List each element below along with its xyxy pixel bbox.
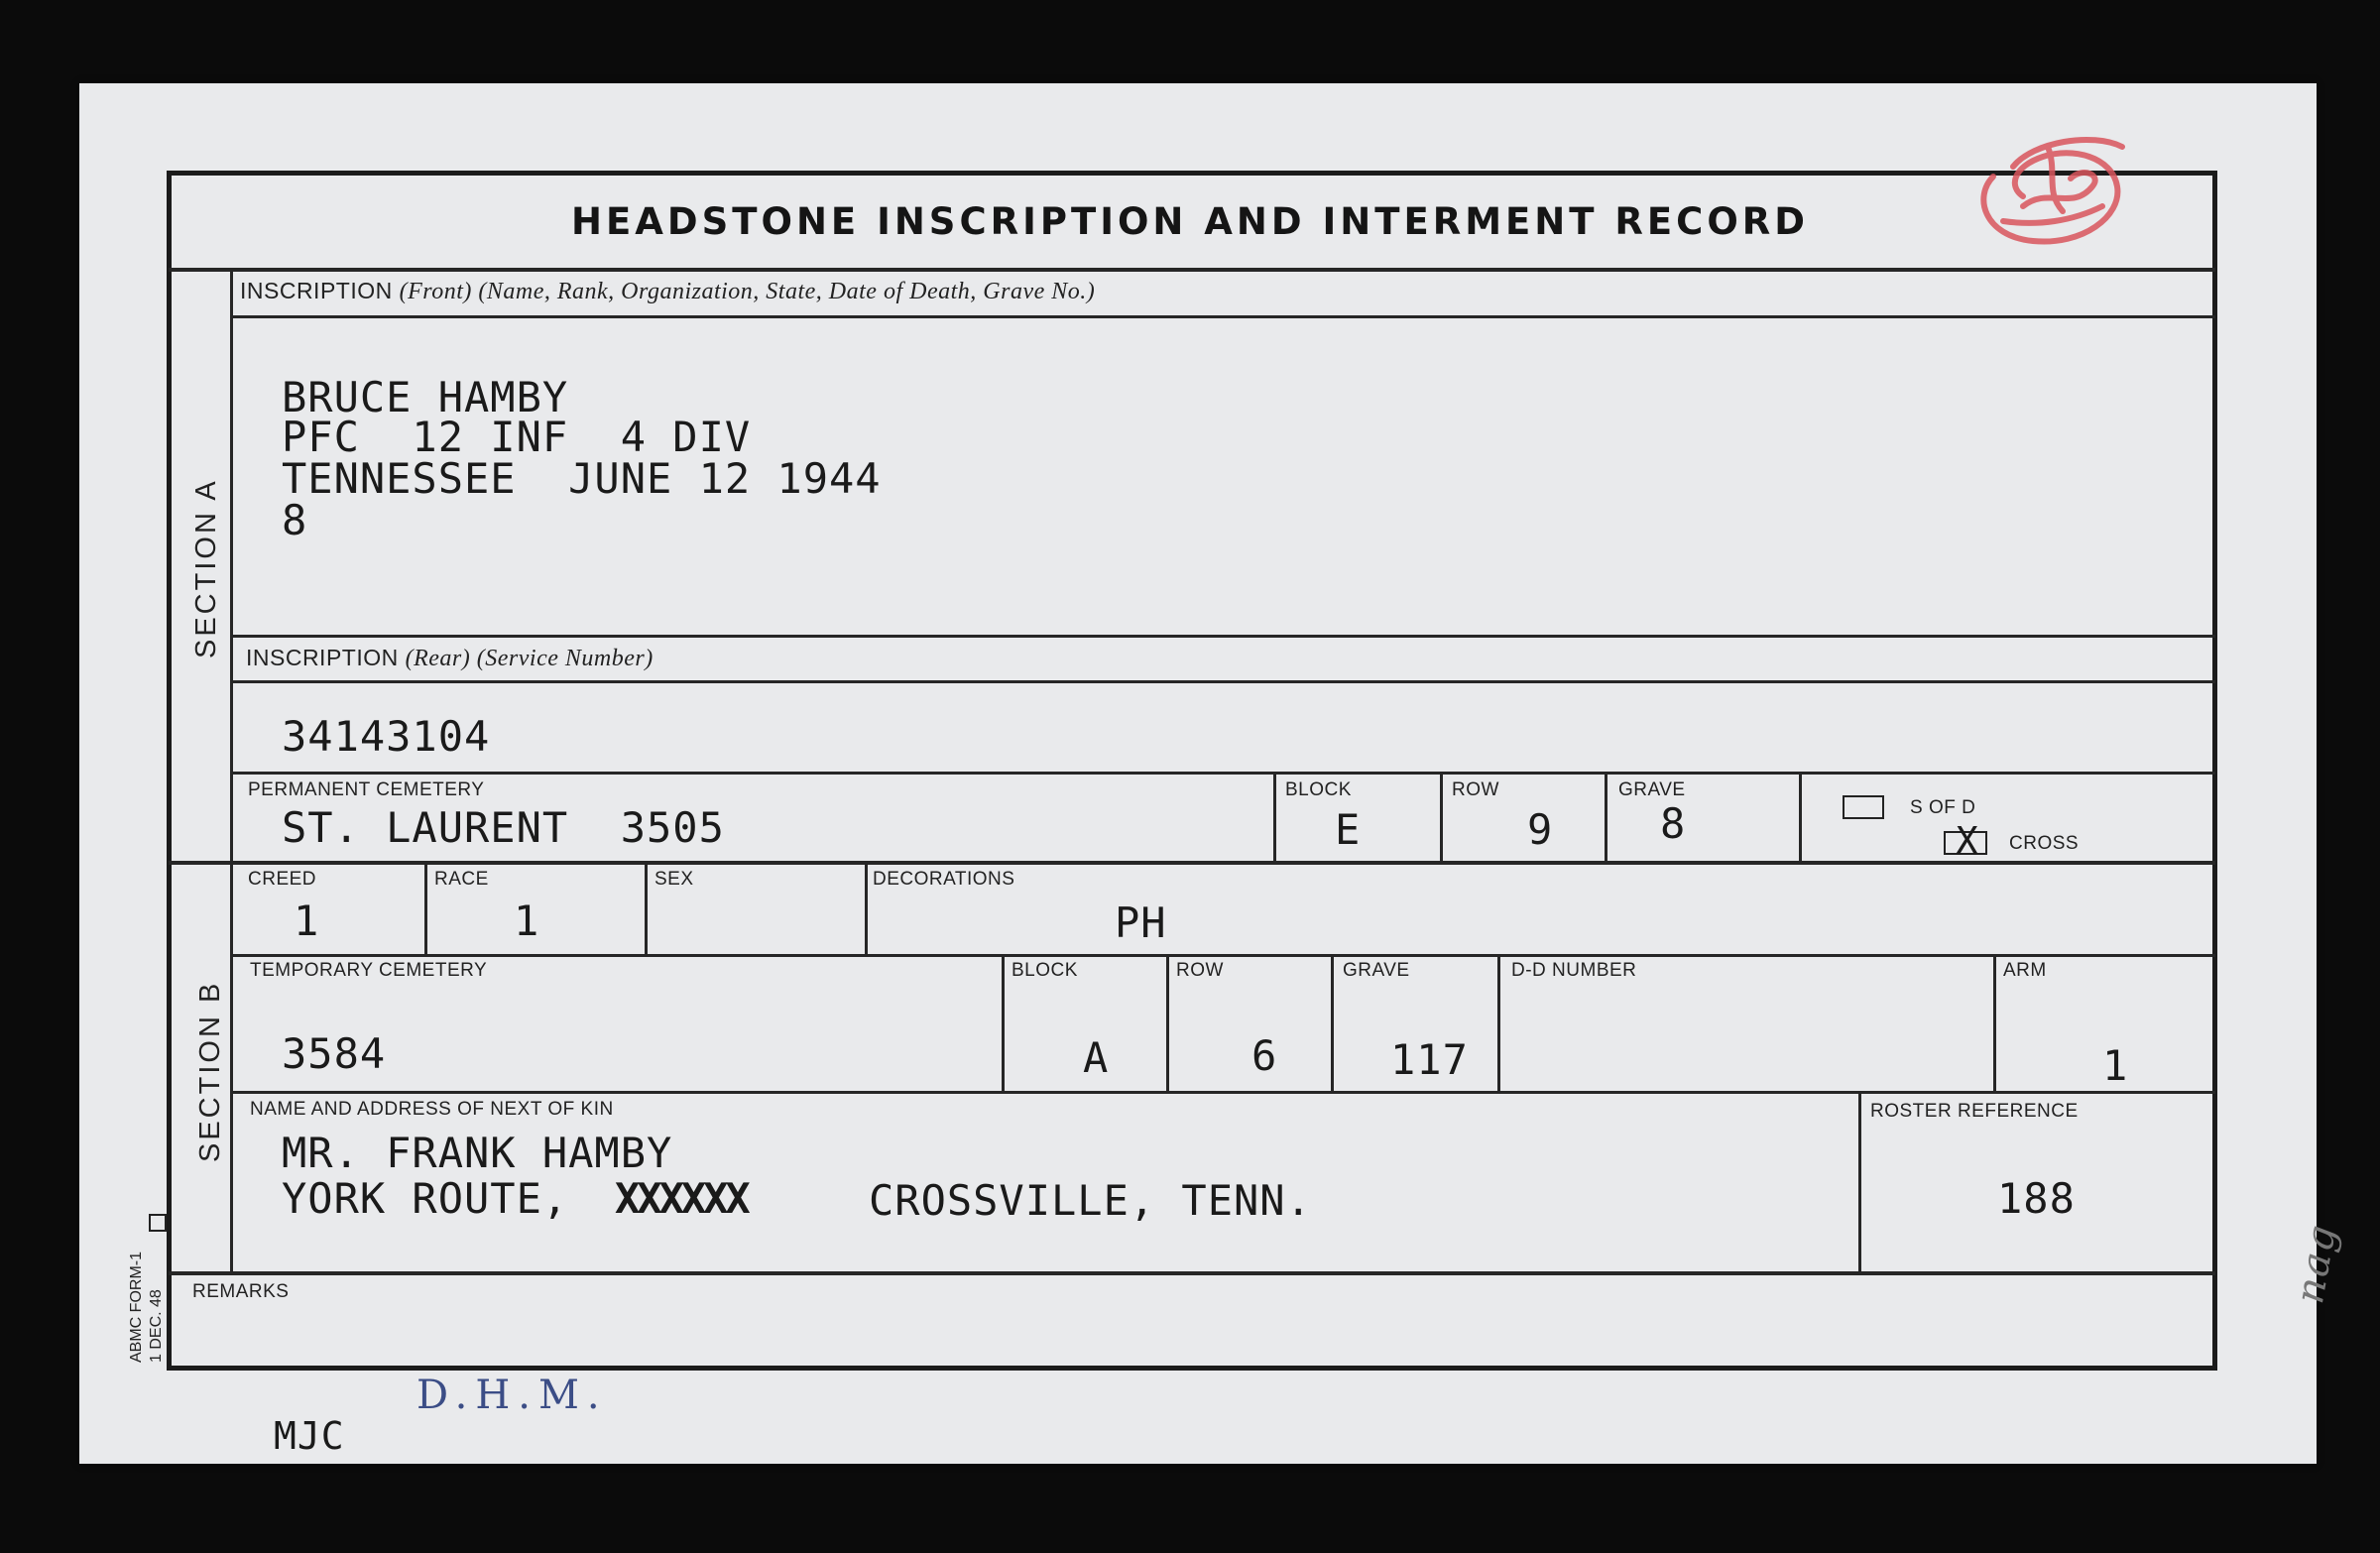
perm-row-divider [1440,772,1443,863]
inscription-rear-label: INSCRIPTION (Rear) (Service Number) [246,645,654,671]
perm-row-value: 9 [1527,805,1554,854]
service-number: 34143104 [282,712,491,761]
perm-block-value: E [1335,805,1362,854]
cross-checkbox-mark: X [1956,819,1979,863]
remarks-label: REMARKS [192,1281,290,1302]
margin-note: nag [2287,1220,2346,1307]
red-pencil-scribble [1954,117,2152,266]
form-id [127,1252,167,1363]
permanent-cemetery-label: PERMANENT CEMETERY [248,779,485,800]
next-of-kin-line-1: MR. FRANK HAMBY [282,1129,673,1177]
inscription-front-line-3: TENNESSEE JUNE 12 1944 [282,454,882,503]
permanent-cemetery-value: ST. LAURENT 3505 [282,803,725,852]
temp-cemetery-label: TEMPORARY CEMETERY [250,960,488,981]
race-value: 1 [514,896,540,945]
decorations-label: DECORATIONS [873,869,1015,890]
next-of-kin-line-2a: YORK ROUTE, [282,1174,569,1223]
temp-row-label: ROW [1176,960,1224,981]
inscription-front-line-1: BRUCE HAMBY [282,373,569,421]
temp-block-divider [1002,954,1005,1093]
sex-decorations-divider [865,863,868,954]
cross-label: CROSS [2009,833,2080,854]
creed-value: 1 [294,896,320,945]
perm-grave-label: GRAVE [1618,779,1686,800]
perm-row-label: ROW [1452,779,1499,800]
next-of-kin-divider [232,1091,2215,1094]
perm-marker-divider [1799,772,1802,863]
sex-label: SEX [654,869,694,890]
permanent-cemetery-divider [232,772,2215,775]
temp-block-label: BLOCK [1012,960,1078,981]
arm-label: ARM [2003,960,2047,981]
form-title: HEADSTONE INSCRIPTION AND INTERMENT RECORD [571,200,1809,243]
temp-grave-label: GRAVE [1343,960,1410,981]
next-of-kin-struck-text: XXXXXX [615,1174,748,1223]
temp-cemetery-divider [232,954,2215,957]
inscription-front-header-divider [232,315,2215,318]
inscription-front-line-2: PFC 12 INF 4 DIV [282,413,752,461]
temp-row-divider [1166,954,1169,1093]
next-of-kin-line-2b: CROSSVILLE, TENN. [869,1176,1312,1225]
perm-grave-value: 8 [1660,799,1687,848]
form-id-line-1: ABMC FORM-1 [128,1252,145,1363]
roster-divider [1858,1091,1861,1273]
temp-cemetery-value: 3584 [282,1029,387,1078]
perm-block-label: BLOCK [1285,779,1352,800]
temp-dd-divider [1497,954,1500,1093]
inscription-front-label: INSCRIPTION (Front) (Name, Rank, Organization, State, Date of Death, Grave No.) [240,278,1096,304]
temp-block-value: A [1083,1033,1110,1082]
inscription-front-line-4: 8 [282,496,308,544]
handwritten-initials: D.H.M. [416,1373,608,1418]
section-a-label: SECTION A [190,478,222,658]
temp-grave-value: 117 [1390,1035,1469,1084]
roster-reference-label: ROSTER REFERENCE [1870,1101,2079,1122]
dd-number-label: D-D NUMBER [1511,960,1637,981]
sofd-label: S OF D [1910,797,1976,818]
arm-value: 1 [2102,1041,2129,1090]
form-id-checkbox [149,1214,167,1232]
section-b-label: SECTION B [194,980,226,1162]
perm-grave-divider [1605,772,1607,863]
form-id-line-2: 1 DEC. 48 [148,1289,165,1363]
sofd-checkbox[interactable] [1843,795,1884,819]
typed-initials: MJC [274,1414,345,1458]
inscription-rear-divider [232,635,2215,638]
creed-race-divider [424,863,427,954]
next-of-kin-label: NAME AND ADDRESS OF NEXT OF KIN [250,1099,614,1120]
section-a-b-divider [169,861,2215,865]
decorations-value: PH [1115,898,1167,947]
temp-arm-divider [1993,954,1996,1093]
remarks-divider [169,1271,2215,1275]
perm-block-divider [1273,772,1276,863]
race-sex-divider [645,863,648,954]
inscription-rear-header-divider [232,680,2215,683]
temp-grave-divider [1331,954,1334,1093]
temp-row-value: 6 [1251,1031,1278,1080]
title-divider [169,268,2215,272]
roster-reference-value: 188 [1997,1174,2076,1223]
creed-label: CREED [248,869,317,890]
race-label: RACE [434,869,489,890]
